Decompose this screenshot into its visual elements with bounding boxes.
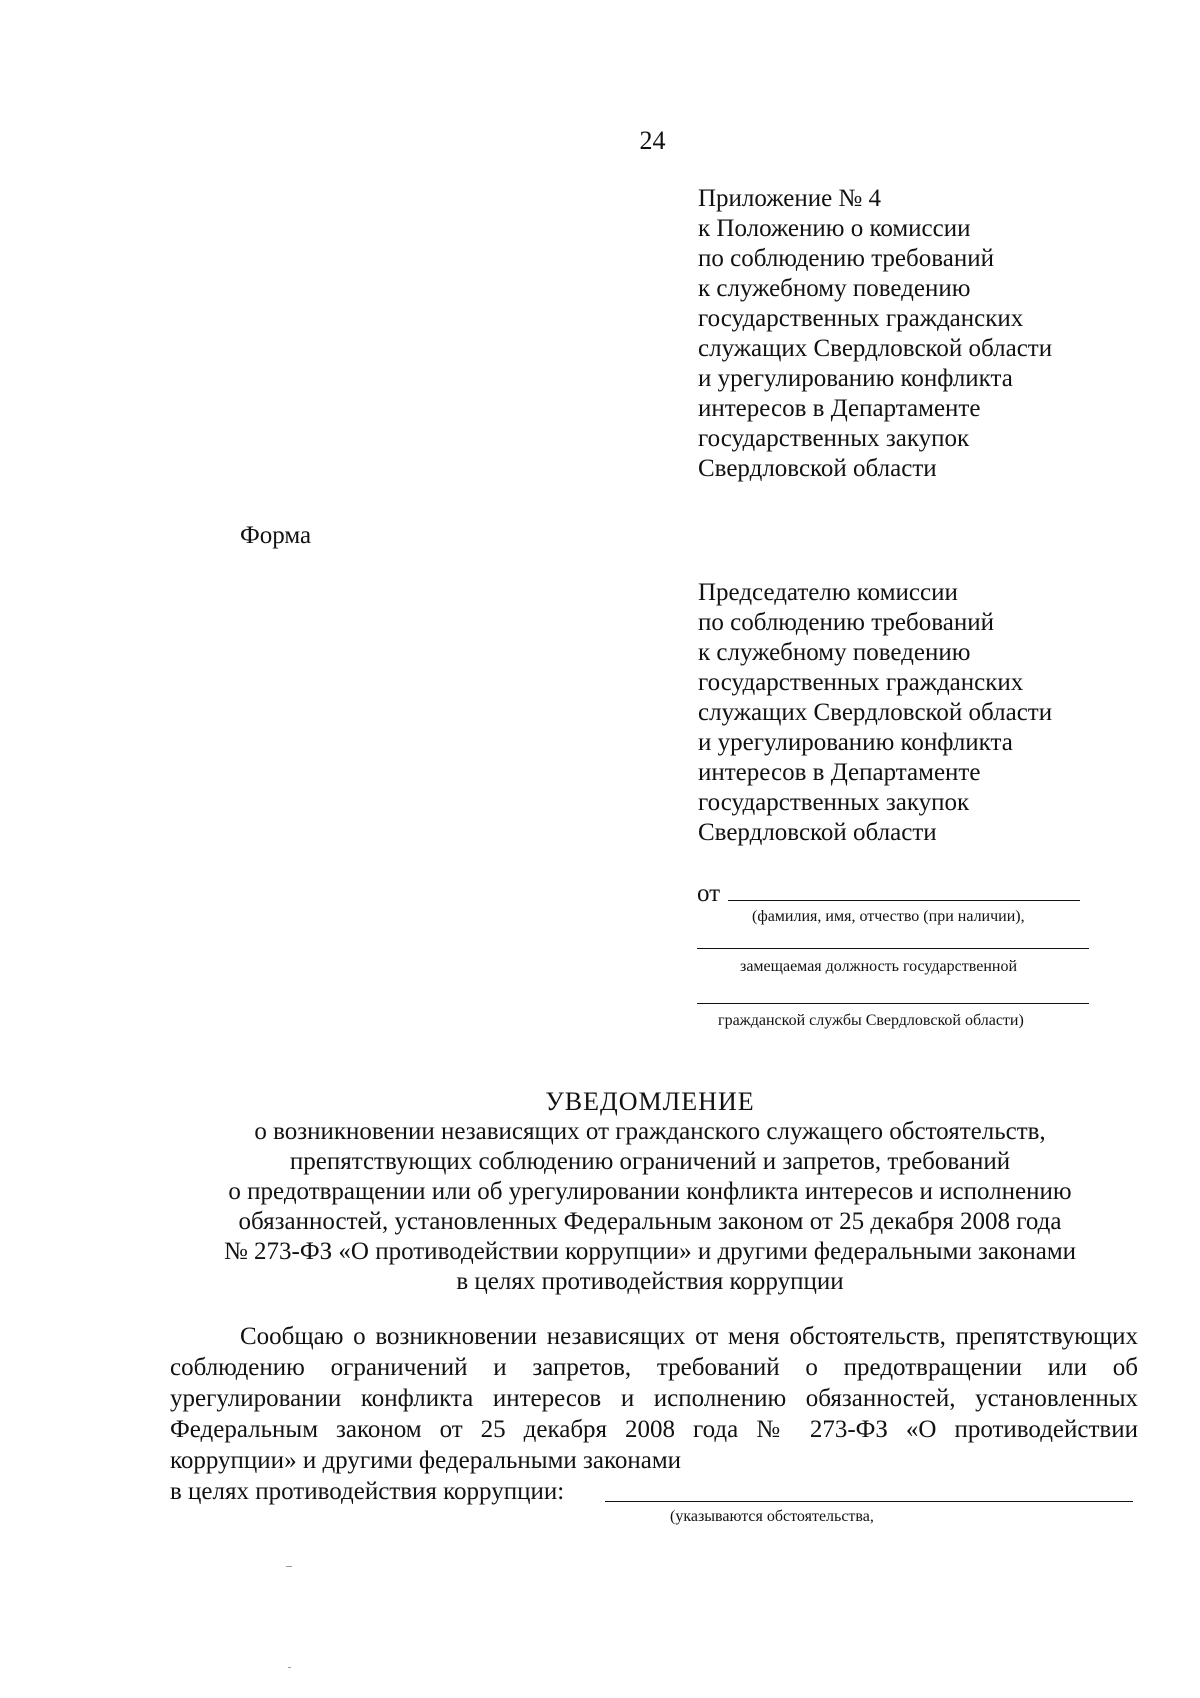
addressee-line: по соблюдению требований: [698, 609, 994, 636]
scan-speck: [288, 1667, 291, 1668]
body-last-line-text: в целях противодействия коррупции:: [170, 1478, 565, 1505]
appendix-line: Приложение № 4: [698, 185, 882, 212]
addressee-line: государственных гражданских: [698, 669, 1024, 696]
appendix-line: государственных закупок: [698, 425, 970, 452]
appendix-line: государственных гражданских: [698, 305, 1024, 332]
form-label: Форма: [240, 522, 312, 549]
appendix-line: по соблюдению требований: [698, 245, 994, 272]
sender-position-caption: замещаемая должность государственной: [740, 958, 1017, 975]
appendix-header: [698, 184, 1052, 484]
addressee-line: государственных закупок: [698, 789, 970, 816]
sender-name-field[interactable]: [728, 900, 1080, 901]
appendix-line: служащих Свердловской области: [698, 335, 1053, 362]
appendix-line: Свердловской области: [698, 455, 937, 482]
addressee-line: интересов в Департаменте: [698, 759, 981, 786]
body-last-line: [170, 1476, 1138, 1507]
addressee-line: к служебному поведению: [698, 639, 971, 666]
appendix-line: к Положению о комиссии: [698, 215, 971, 242]
page-number: 24: [639, 126, 666, 155]
notice-subtitle-line: о предотвращении или об урегулировании конфликта интересов и исполнению: [228, 1178, 1072, 1205]
notice-heading: УВЕДОМЛЕНИЕ: [545, 1087, 755, 1116]
notice-body: [170, 1321, 1138, 1507]
appendix-line: к служебному поведению: [698, 275, 971, 302]
sender-service-caption: гражданской службы Свердловской области): [718, 1012, 1024, 1029]
notice-subtitle-line: в целях противодействия коррупции: [456, 1268, 844, 1295]
appendix-line: и урегулированию конфликта: [698, 365, 1013, 392]
body-paragraph: Сообщаю о возникновении независящих от меня обстоятельств, препятствующих соблюдению ограничений и запретов, требований о предотвращении или об урегулировании конфликта интересов и исполнению обязанностей, установленных Федеральным законом от 25 декабря 2008 года № 273-ФЗ «О противодействии коррупции» и другими федеральными законами: [170, 1323, 1138, 1474]
addressee-line: служащих Свердловской области: [698, 699, 1053, 726]
circumstances-field[interactable]: [605, 1501, 1133, 1502]
sender-position-field[interactable]: [697, 948, 1089, 949]
from-label: от: [697, 880, 721, 907]
circumstances-caption: (указываются обстоятельства,: [670, 1508, 874, 1525]
addressee-line: Свердловской области: [698, 819, 937, 846]
notice-title-block: [150, 1087, 1150, 1297]
scan-speck: [286, 1566, 292, 1567]
addressee-block: [698, 578, 1052, 848]
sender-service-field[interactable]: [697, 1003, 1089, 1004]
appendix-line: интересов в Департаменте: [698, 395, 981, 422]
notice-subtitle-line: № 273-ФЗ «О противодействии коррупции» и другими федеральными законами: [223, 1238, 1077, 1265]
notice-subtitle-line: препятствующих соблюдению ограничений и запретов, требований: [289, 1148, 1011, 1175]
addressee-line: Председателю комиссии: [698, 579, 958, 606]
sender-name-caption: (фамилия, имя, отчество (при наличии),: [752, 908, 1025, 925]
addressee-line: и урегулированию конфликта: [698, 729, 1013, 756]
notice-subtitle-line: обязанностей, установленных Федеральным законом от 25 декабря 2008 года: [238, 1208, 1062, 1235]
notice-subtitle-line: о возникновении независящих от гражданского служащего обстоятельств,: [254, 1118, 1046, 1145]
